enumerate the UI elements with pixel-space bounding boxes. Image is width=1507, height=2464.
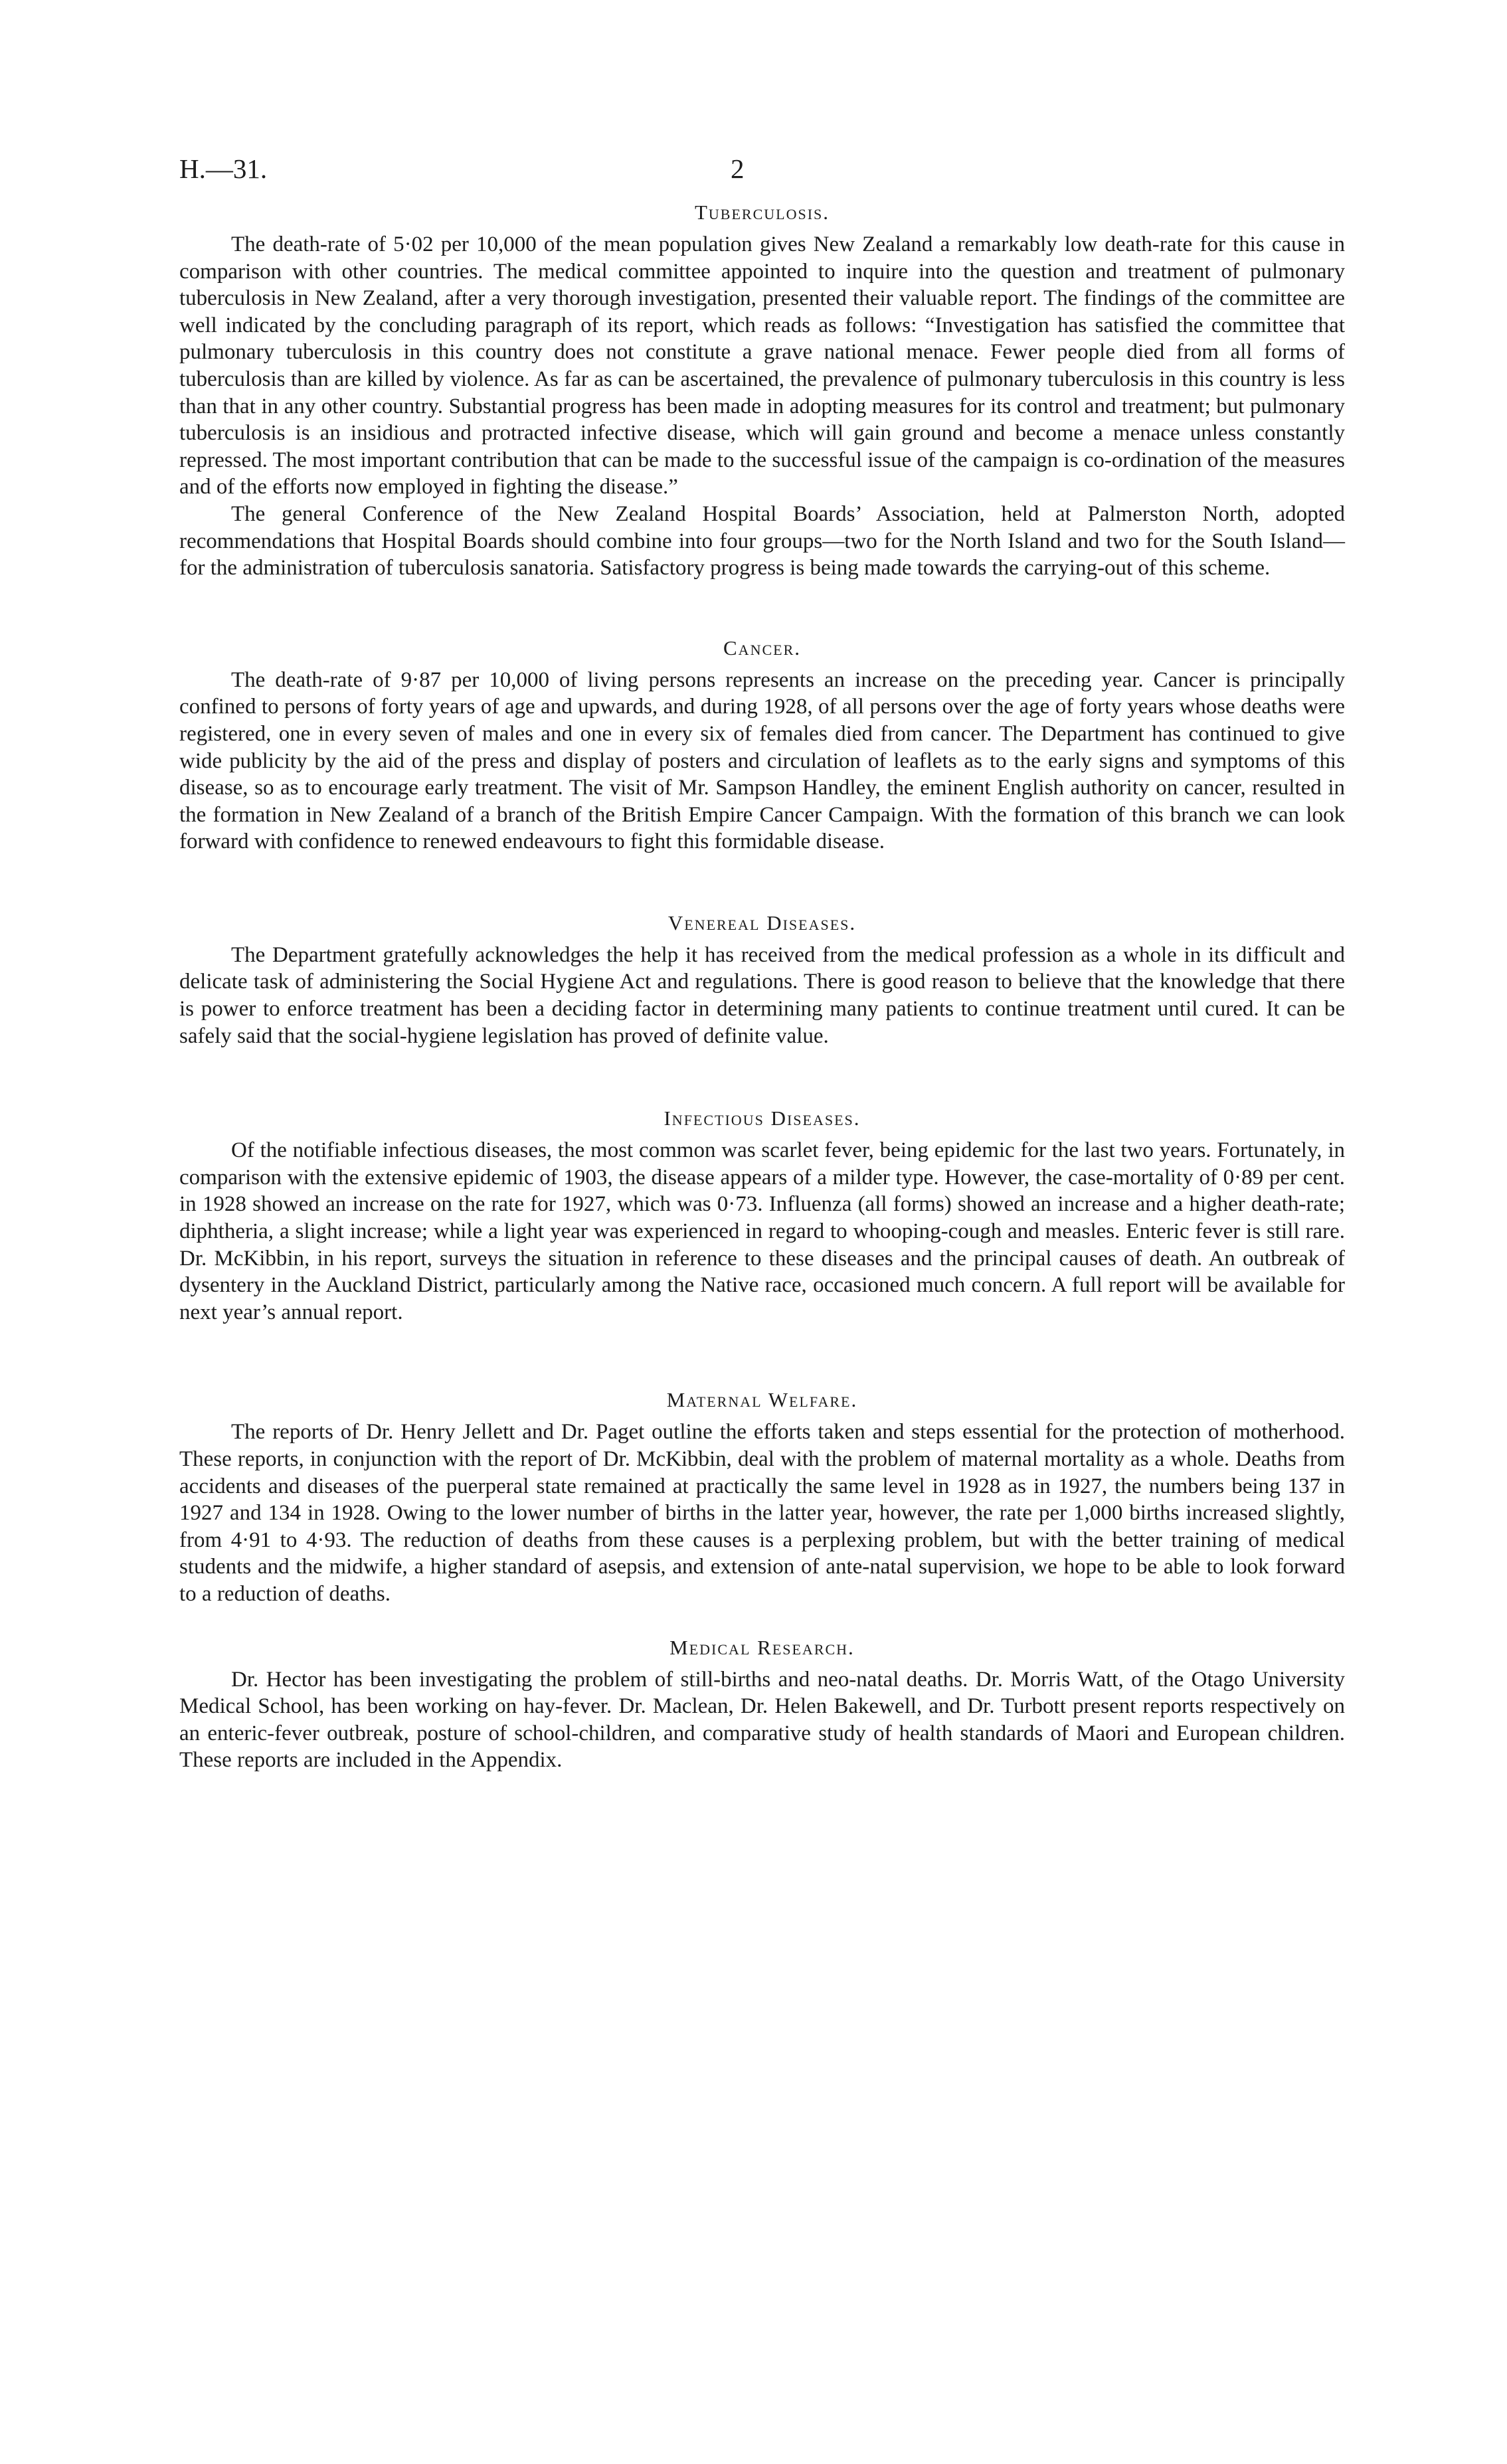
- section-heading: Maternal Welfare.: [666, 1388, 858, 1412]
- section-heading: Medical Research.: [669, 1635, 855, 1659]
- page-number: 2: [731, 153, 745, 184]
- paragraph: The general Conference of the New Zealand Hospital Boards’ Association, held at Palmerston North, adopted recommendations that Hospital Boards should combine into four groups—two for the North Island and two for the South Island—for the administration of tuberculosis sanatoria. Satisfactory progress is being made towards the carrying-out of this scheme.: [179, 501, 1345, 580]
- paragraph: The death-rate of 9·87 per 10,000 of living persons represents an increase on the preceding year. Cancer is principally confined to persons of forty years of age and upwards, and during 1928, of all persons over the age of forty years whose deaths were registered, one in every seven of males and one in every six of females died from cancer. The Department has continued to give wide publicity by the aid of the press and display of posters and circulation of leaflets as to the early signs and symptoms of this disease, so as to encourage early treatment. The visit of Mr. Sampson Handley, the eminent English authority on cancer, resulted in the formation in New Zealand of a branch of the British Empire Cancer Campaign. With the formation of this branch we can look forward with confidence to renewed endeavours to fight this formidable disease.: [179, 667, 1345, 854]
- section-heading: Infectious Diseases.: [664, 1106, 861, 1130]
- paragraph: Dr. Hector has been investigating the problem of still-births and neo-natal deaths. Dr. Morris Watt, of the Otago University Medical School, has been working on hay-fever. Dr. Maclean, Dr. Helen Bakewell, and Dr. Turbott present reports respectively on an enteric-fever outbreak, posture of school-children, and comparative study of health standards of Maori and European children. These reports are included in the Appendix.: [179, 1667, 1345, 1773]
- page-id: H.—31.: [179, 153, 268, 184]
- paragraph: Of the notifiable infectious diseases, the most common was scarlet fever, being epidemic for the last two years. Fortunately, in comparison with the extensive epidemic of 1903, the disease appears of a milder type. However, the case-mortality of 0·89 per cent. in 1928 showed an increase on the rate for 1927, which was 0·73. Influenza (all forms) showed an increase and a higher death-rate; diphtheria, a slight increase; while a light year was experienced in regard to whooping-cough and measles. Enteric fever is still rare. Dr. McKibbin, in his report, surveys the situation in reference to these diseases and the principal causes of death. An outbreak of dysentery in the Auckland District, particularly among the Native race, occasioned much concern. A full report will be available for next year’s annual report.: [179, 1138, 1345, 1324]
- section-heading: Cancer.: [723, 636, 801, 660]
- section-heading: Tuberculosis.: [694, 201, 830, 224]
- section-tuberculosis: [179, 199, 1345, 582]
- section-venereal-diseases: [179, 910, 1345, 1049]
- page-header: [179, 153, 1345, 199]
- document-page: [179, 153, 1345, 1774]
- section-cancer: [179, 635, 1345, 855]
- paragraph: The death-rate of 5·02 per 10,000 of the mean population gives New Zealand a remarkably low death-rate for this cause in comparison with other countries. The medical committee appointed to inquire into the question and treatment of pulmonary tuberculosis in New Zealand, after a very thorough investigation, presented their valuable report. The findings of the committee are well indicated by the concluding paragraph of its report, which reads as follows: “Investigation has satisfied the committee that pulmonary tuberculosis in this country does not constitute a grave national menace. Fewer people died from all forms of tuberculosis than are killed by violence. As far as can be ascertained, the prevalence of pulmonary tuberculosis in this country is less than that in any other country. Substantial progress has been made in adopting measures for its control and treatment; but pulmonary tuberculosis is an insidious and protracted infective disease, which will gain ground and become a menace unless constantly repressed. The most important contribution that can be made to the successful issue of the campaign is co-ordination of the measures and of the efforts now employed in fighting the disease.”: [179, 232, 1345, 499]
- section-infectious-diseases: [179, 1105, 1345, 1326]
- section-medical-research: [179, 1634, 1345, 1774]
- paragraph: The Department gratefully acknowledges the help it has received from the medical profession as a whole in its difficult and delicate task of administering the Social Hygiene Act and regulations. There is good reason to believe that the knowledge that there is power to enforce treatment has been a deciding factor in determining many patients to continue treatment until cured. It can be safely said that the social-hygiene legislation has proved of definite value.: [179, 942, 1345, 1048]
- section-maternal-welfare: [179, 1387, 1345, 1607]
- section-heading: Venereal Diseases.: [667, 911, 857, 934]
- paragraph: The reports of Dr. Henry Jellett and Dr. Paget outline the efforts taken and steps essential for the protection of motherhood. These reports, in conjunction with the report of Dr. McKibbin, deal with the problem of maternal mortality as a whole. Deaths from accidents and diseases of the puerperal state remained at practically the same level in 1928 as in 1927, the numbers being 137 in 1927 and 134 in 1928. Owing to the lower number of births in the latter year, however, the rate per 1,000 births increased slightly, from 4·91 to 4·93. The reduction of deaths from these causes is a perplexing problem, but with the better training of medical students and the midwife, a higher standard of asepsis, and extension of ante-natal supervision, we hope to be able to look forward to a reduction of deaths.: [179, 1420, 1345, 1606]
